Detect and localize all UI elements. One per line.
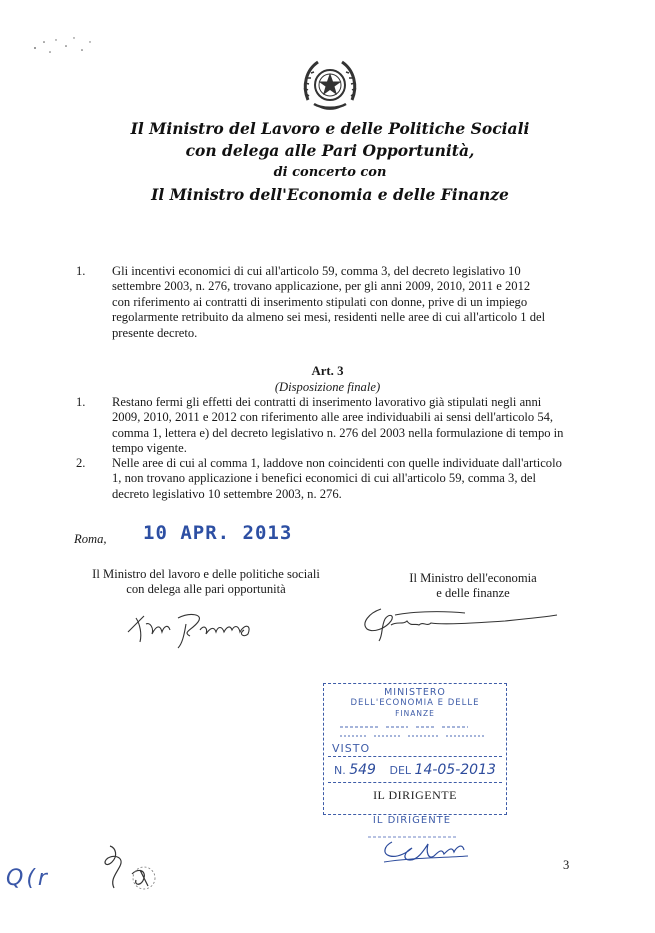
- italian-republic-emblem-icon: [300, 56, 360, 116]
- ministry-stamp: [323, 683, 507, 815]
- article-item-number: 2.: [76, 456, 86, 470]
- page-number: 3: [563, 858, 570, 872]
- stamp-number-value: 549: [349, 762, 376, 778]
- left-minister-block: [76, 567, 336, 597]
- article-item-line: tempo vigente.: [112, 441, 187, 456]
- date-stamp: 10 APR. 2013: [143, 522, 293, 544]
- article-subtitle: (Disposizione finale): [274, 380, 381, 394]
- clause-1-number: 1.: [76, 264, 86, 278]
- article-item-line: Nelle aree di cui al comma 1, laddove non coincidenti con quelle individuate dall'articolo: [112, 456, 562, 470]
- stamp-number-prefix: N.: [334, 764, 346, 777]
- clause-1-line: presente decreto.: [112, 325, 198, 340]
- signing-place: Roma,: [74, 532, 107, 546]
- right-minister-title-2: e delle finanze: [436, 586, 510, 600]
- stamp-registration: [334, 762, 496, 778]
- stamp-ministry-line: FINANZE: [395, 709, 435, 718]
- dirigente-signature: [378, 832, 478, 868]
- document-heading: [100, 118, 560, 206]
- article-item-line: decreto legislativo 10 settembre 2003, n. 276.: [112, 486, 342, 501]
- heading-line-1: Il Ministro del Lavoro e delle Politiche Sociali: [130, 119, 530, 138]
- clause-1-line: con riferimento ai contratti di inserimento stipulati con donne, prive di un impiego: [112, 294, 528, 309]
- right-minister-block: [388, 571, 558, 601]
- stamp-ministry-line: MINISTERO: [384, 687, 446, 698]
- clause-1-line: regolarmente retribuito da almeno sei mesi, residenti nelle aree di cui all'articolo 1 del: [112, 310, 546, 325]
- clause-1-line: Gli incentivi economici di cui all'articolo 59, comma 3, del decreto legislativo 10: [112, 264, 521, 278]
- stamp-date-prefix: DEL: [389, 764, 412, 777]
- right-minister-title: Il Ministro dell'economia: [409, 571, 537, 585]
- heading-line-4: Il Ministro dell'Economia e delle Finanze: [151, 185, 509, 204]
- stamp-visto: VISTO: [332, 742, 371, 755]
- stamp-faint-text: [338, 722, 488, 742]
- article-item-line: Restano fermi gli effetti dei contratti di inserimento lavorativo già stipulati negli anni: [112, 395, 542, 409]
- stamp-ministry-line: DELL'ECONOMIA E DELLE: [350, 698, 480, 708]
- right-signature: [355, 603, 565, 643]
- clause-1-line: settembre 2003, n. 276, trovano applicazione, per gli anni 2009, 2010, 2011 e 2012: [112, 279, 531, 294]
- article-item-line: comma 1, lettera e) del decreto legislativo n. 276 del 2003 nella formulazione di tempo in: [112, 425, 564, 440]
- stamp-role: IL DIRIGENTE: [373, 788, 457, 802]
- margin-note: Q(r: [6, 866, 50, 891]
- stamp-divider: [328, 782, 502, 783]
- initials-mark: [96, 840, 168, 896]
- left-signature: [120, 602, 270, 652]
- article-item-line: 2009, 2010, 2011 e 2012 con riferimento alle aree individuabili ai sensi dell'articolo 54,: [112, 410, 554, 425]
- article-item-line: 1, non trovano applicazione i benefici economici di cui all'articolo 59, comma 3, del: [112, 471, 537, 486]
- heading-line-3: di concerto con: [273, 165, 387, 180]
- left-minister-title: Il Ministro del lavoro e delle politiche sociali: [92, 567, 320, 581]
- left-minister-delegation: con delega alle pari opportunità: [126, 582, 286, 596]
- stamp-divider: [328, 756, 502, 757]
- heading-line-2: con delega alle Pari Opportunità,: [185, 141, 475, 160]
- stamp-date-value: 14-05-2013: [414, 762, 496, 778]
- article-item-number: 1.: [76, 395, 86, 409]
- scan-specks: [30, 28, 100, 68]
- dirigente-stamp-title: IL DIRIGENTE: [372, 815, 452, 826]
- article-title: Art. 3: [311, 364, 344, 378]
